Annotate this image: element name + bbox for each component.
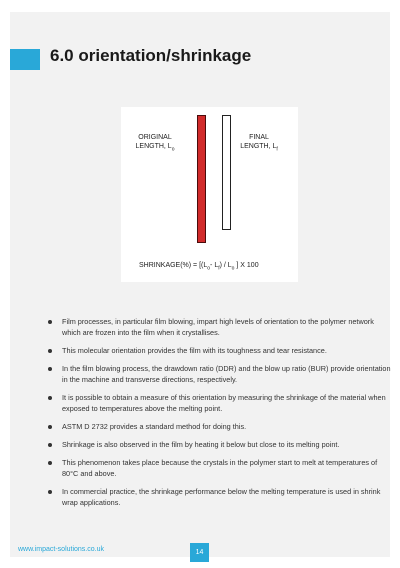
final-label-sub: f <box>276 146 278 153</box>
original-label-line1: ORIGINAL <box>138 134 172 141</box>
original-length-bar <box>197 115 206 243</box>
bullet-text: This phenomenon takes place because the crystals in the polymer start to melt at temperatures of 80°C and above. <box>62 458 378 478</box>
bullet-item <box>48 421 393 432</box>
bullet-text: In the film blowing process, the drawdown ratio (DDR) and the blow up ratio (BUR) provide orientation in the machine and transverse directions, respectively. <box>62 364 391 384</box>
bullet-text: In commercial practice, the shrinkage performance below the melting temperature is used in shrink wrap applications. <box>62 487 381 507</box>
bullet-dot-icon <box>48 349 52 353</box>
bullet-text: Shrinkage is also observed in the film by heating it below but close to its melting point. <box>62 440 340 449</box>
bullet-dot-icon <box>48 320 52 324</box>
shrinkage-diagram <box>121 107 298 282</box>
formula-part2: - L <box>210 262 219 269</box>
final-length-label <box>239 133 279 154</box>
formula-part4: ] X 100 <box>236 262 259 269</box>
formula-sub1: o <box>207 265 211 272</box>
bullet-dot-icon <box>48 425 52 429</box>
bullet-dot-icon <box>48 367 52 371</box>
bullet-dot-icon <box>48 396 52 400</box>
final-label-line1: FINAL <box>249 134 269 141</box>
bullet-dot-icon <box>48 490 52 494</box>
formula-sub2: f <box>218 265 220 272</box>
bullet-text: This molecular orientation provides the film with its toughness and tear resistance. <box>62 346 327 355</box>
bullet-text: ASTM D 2732 provides a standard method for doing this. <box>62 422 247 431</box>
original-label-sub: o <box>171 146 175 153</box>
original-length-label <box>129 133 181 154</box>
footer-website-link[interactable]: www.impact-solutions.co.uk <box>18 546 104 553</box>
bullet-item <box>48 316 393 338</box>
bullet-item <box>48 457 393 479</box>
bullet-text: It is possible to obtain a measure of this orientation by measuring the shrinkage of the material when exposed to temperatures above the melting point. <box>62 393 386 413</box>
bullet-text: Film processes, in particular film blowing, impart high levels of orientation to the polymer network which are frozen into the film when it crystallises. <box>62 317 374 337</box>
page-number-badge: 14 <box>190 543 209 562</box>
shrinkage-formula <box>139 262 289 271</box>
formula-part3: ) / L <box>219 262 232 269</box>
formula-part1: SHRINKAGE(%) = [(L <box>139 262 208 269</box>
original-label-line2: LENGTH, L <box>135 143 172 150</box>
bullet-item <box>48 439 393 450</box>
bullet-dot-icon <box>48 461 52 465</box>
formula-sub3: o <box>231 265 235 272</box>
page-title: 6.0 orientation/shrinkage <box>50 46 252 65</box>
bullet-list <box>48 316 393 515</box>
title-accent-bar <box>10 49 40 70</box>
final-length-bar <box>222 115 231 230</box>
bullet-item <box>48 363 393 385</box>
final-label-line2: LENGTH, L <box>240 143 277 150</box>
bullet-item <box>48 486 393 508</box>
page-panel <box>10 12 390 557</box>
bullet-item <box>48 392 393 414</box>
bullet-item <box>48 345 393 356</box>
bullet-dot-icon <box>48 443 52 447</box>
